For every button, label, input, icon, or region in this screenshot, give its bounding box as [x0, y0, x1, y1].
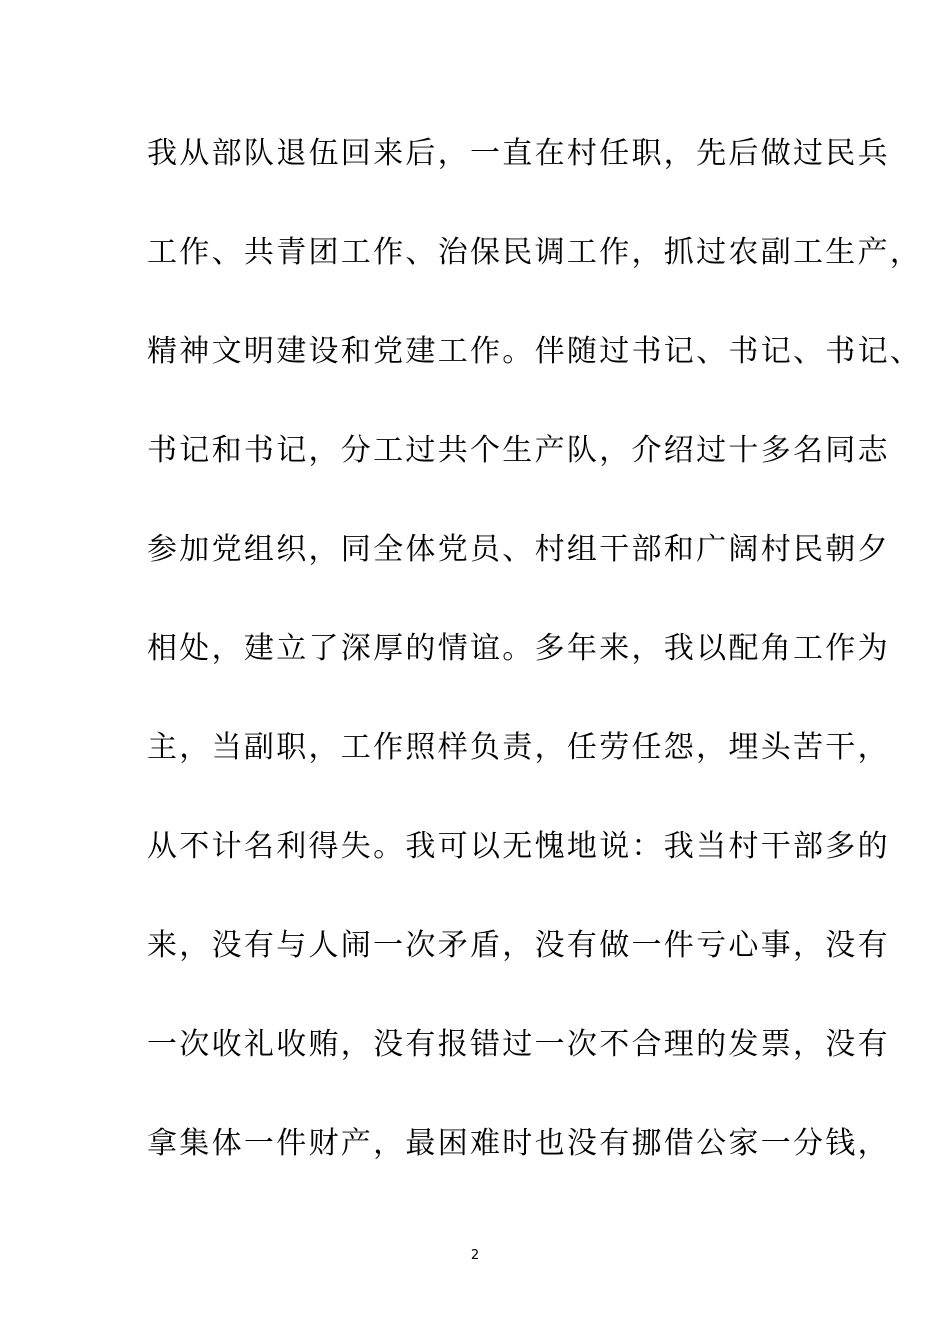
text-line: 书记和书记，分工过共个生产队，介绍过十多名同志 — [147, 433, 890, 468]
text-line: 主，当副职，工作照样负责，任劳任怨，埋头苦干， — [147, 730, 890, 765]
text-line: 相处，建立了深厚的情谊。多年来，我以配角工作为 — [147, 631, 890, 666]
text-line: 工作、共青团工作、治保民调工作，抓过农副工生产， — [147, 235, 923, 270]
text-line: 精神文明建设和党建工作。伴随过书记、书记、书记、 — [147, 334, 923, 369]
body-text — [147, 128, 923, 1217]
text-line: 参加党组织，同全体党员、村组干部和广阔村民朝夕 — [147, 532, 890, 567]
text-line: 拿集体一件财产，最困难时也没有挪借公家一分钱， — [147, 1126, 890, 1161]
text-line: 从不计名利得失。我可以无愧地说：我当村干部多的 — [147, 829, 890, 864]
text-line: 我从部队退伍回来后，一直在村任职，先后做过民兵 — [147, 136, 890, 171]
text-line: 一次收礼收贿，没有报错过一次不合理的发票，没有 — [147, 1027, 890, 1062]
text-line: 来，没有与人闹一次矛盾，没有做一件亏心事，没有 — [147, 928, 890, 963]
page-number: 2 — [470, 1248, 480, 1263]
